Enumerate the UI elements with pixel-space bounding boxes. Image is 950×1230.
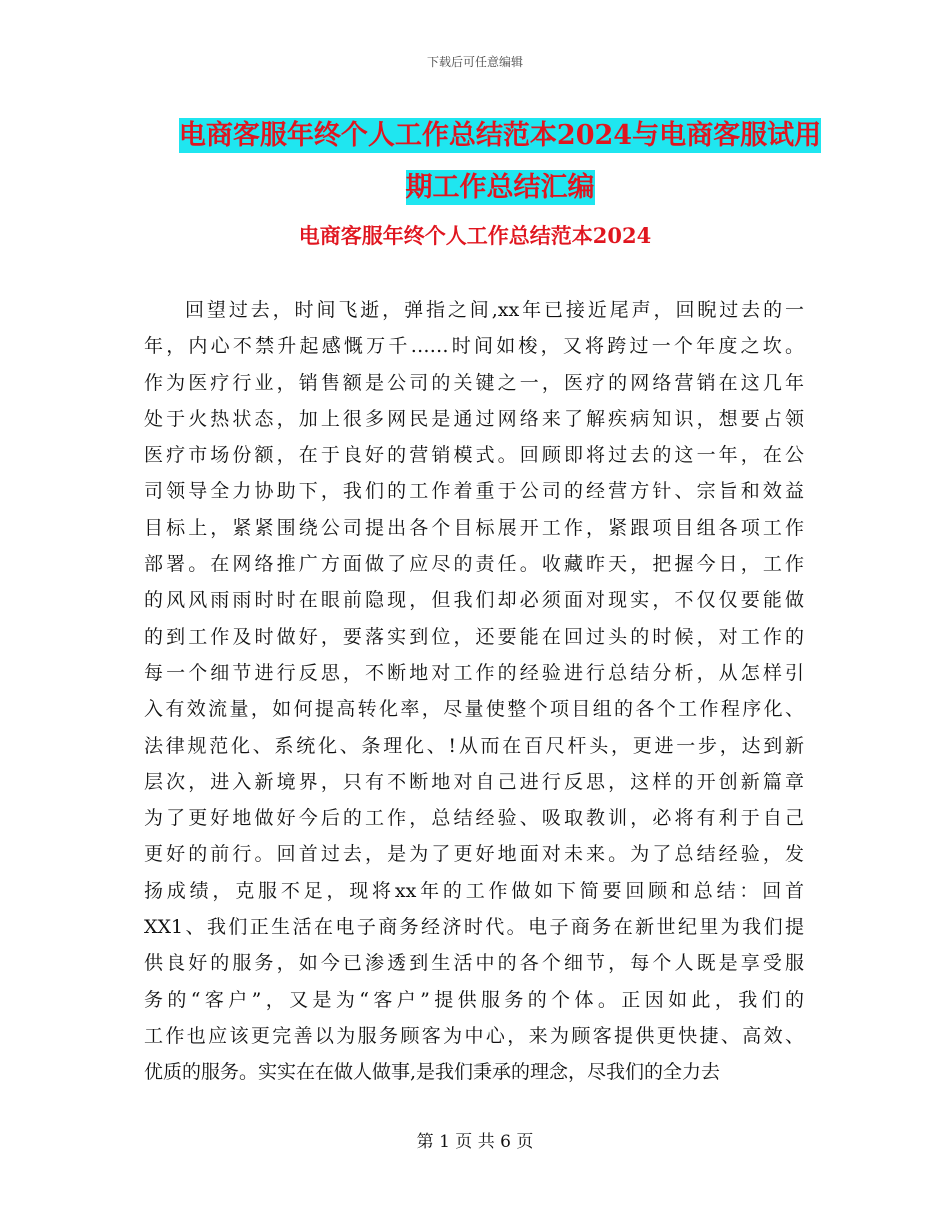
body-line: 供良好的服务，如今已渗透到生活中的各个细节，每个人既是享受服 <box>144 952 804 975</box>
header-note: 下载后可任意编辑 <box>426 55 523 69</box>
body-line: 回望过去，时间飞逝，弹指之间,xx年已接近尾声，回睨过去的一 <box>185 299 804 321</box>
body-line: 作为医疗行业，销售额是公司的关键之一，医疗的网络营销在这几年 <box>144 371 804 394</box>
document-title-line-2: 期工作总结汇编 <box>405 172 595 203</box>
body-line: 更好的前行。回首过去，是为了更好地面对未来。为了总结经验，发 <box>144 843 804 866</box>
body-line: 部署。在网络推广方面做了应尽的责任。收藏昨天，把握今日，工作 <box>144 553 804 576</box>
body-paragraph <box>144 292 804 1091</box>
body-line: 层次，进入新境界，只有不断地对自己进行反思，这样的开创新篇章 <box>144 770 804 793</box>
body-line: 扬成绩，克服不足，现将xx年的工作做如下简要回顾和总结：回首 <box>144 879 804 902</box>
body-line: 的风风雨雨时时在眼前隐现，但我们却必须面对现实，不仅仅要能做 <box>144 589 804 612</box>
body-line: 每一个细节进行反思，不断地对工作的经验进行总结分析，从怎样引 <box>144 661 804 684</box>
body-line: 工作也应该更完善以为服务顾客为中心，来为顾客提供更快捷、高效、 <box>144 1024 804 1047</box>
body-line: 优质的服务。实实在在做人做事,是我们秉承的理念，尽我们的全力去 <box>144 1061 721 1084</box>
body-line: 法律规范化、系统化、条理化、!从而在百尺杆头，更进一步，达到新 <box>144 734 804 757</box>
body-line: 目标上，紧紧围绕公司提出各个目标展开工作，紧跟项目组各项工作 <box>144 516 804 539</box>
body-line: 年，内心不禁升起感慨万千……时间如梭，又将跨过一个年度之坎。 <box>144 335 804 358</box>
document-title-line-1: 电商客服年终个人工作总结范本2024与电商客服试用 <box>178 120 822 151</box>
body-line: 入有效流量，如何提高转化率，尽量使整个项目组的各个工作程序化、 <box>144 698 804 721</box>
body-line: 处于火热状态，加上很多网民是通过网络来了解疾病知识，想要占领 <box>144 407 804 430</box>
body-line: 司领导全力协助下，我们的工作着重于公司的经营方针、宗旨和效益 <box>144 480 804 503</box>
body-line: 医疗市场份额，在于良好的营销模式。回顾即将过去的这一年，在公 <box>144 444 804 467</box>
document-title <box>140 110 860 214</box>
body-line: 务的“客户”，又是为“客户”提供服务的个体。正因如此，我们的 <box>144 988 804 1011</box>
body-line: XX1、我们正生活在电子商务经济时代。电子商务在新世纪里为我们提 <box>144 916 804 939</box>
page-number-footer: 第 1 页 共 6 页 <box>416 1132 534 1152</box>
section-title: 电商客服年终个人工作总结范本2024 <box>298 223 652 248</box>
body-line: 的到工作及时做好，要落实到位，还要能在回过头的时候，对工作的 <box>144 625 804 648</box>
body-line: 为了更好地做好今后的工作，总结经验、吸取教训，必将有利于自己 <box>144 807 804 830</box>
